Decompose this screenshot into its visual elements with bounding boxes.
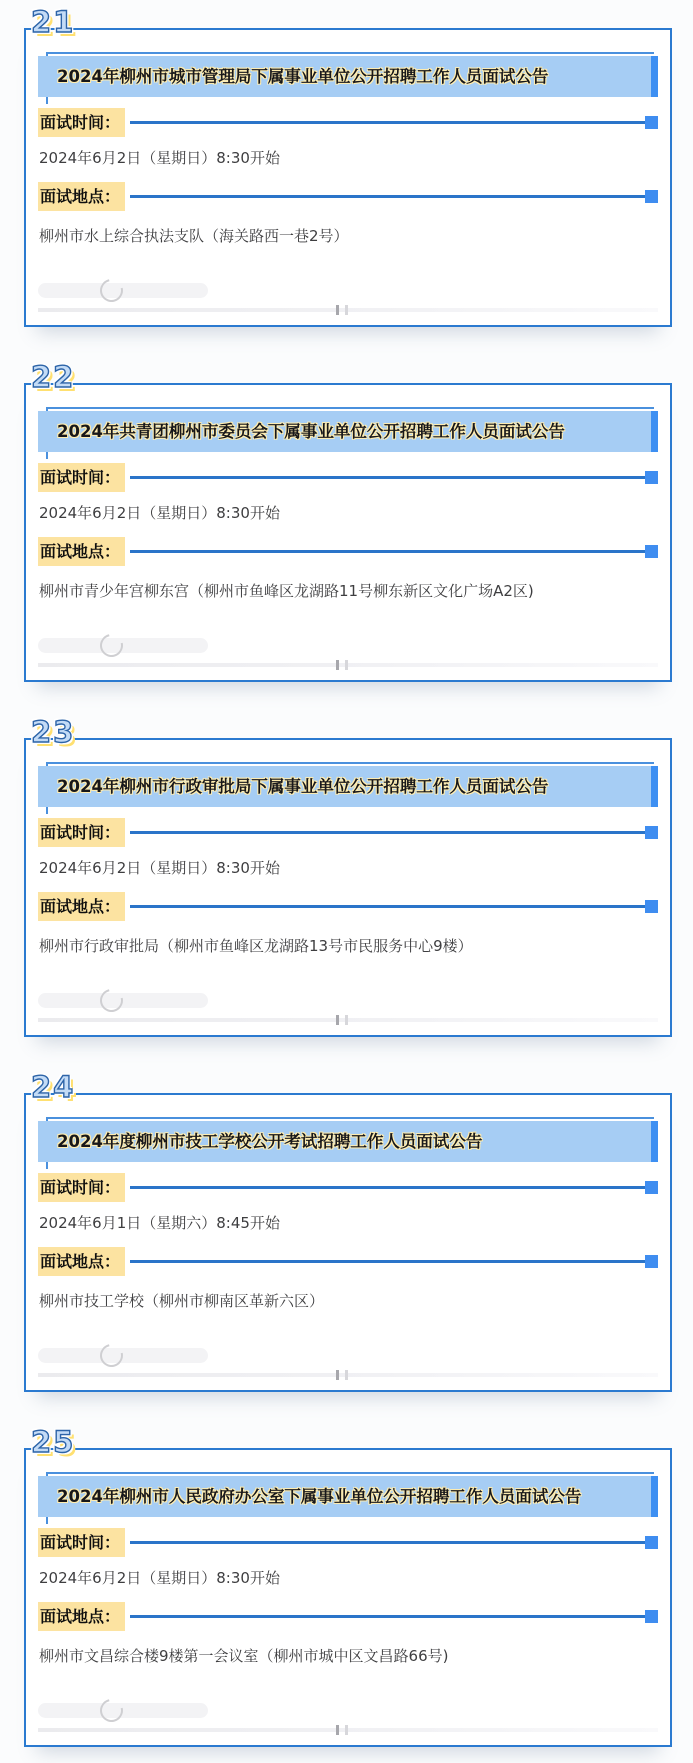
announcement-title: 2024年柳州市行政审批局下属事业单位公开招聘工作人员面试公告 [38,766,658,807]
title-block [38,1121,658,1162]
interview-time-label: 面试时间： [38,818,125,847]
line-end-square [645,1610,658,1623]
interview-location-row [38,1603,658,1629]
progress-bar [38,1373,658,1377]
interview-location-label: 面试地点： [38,1247,125,1276]
interview-location-row [38,1248,658,1274]
progress-handle [336,1370,348,1380]
divider-line [130,831,645,834]
announcement-title: 2024年柳州市人民政府办公室下属事业单位公开招聘工作人员面试公告 [38,1476,658,1517]
card-number-badge: 24 [31,1070,76,1104]
line-end-square [645,1255,658,1268]
loading-spinner-icon [96,275,128,307]
interview-time-row [38,1174,658,1200]
loading-spinner-icon [96,1695,128,1727]
interview-time-row [38,464,658,490]
line-end-square [645,116,658,129]
divider-line [130,905,645,908]
title-block [38,411,658,452]
title-block [38,766,658,807]
announcement-card [24,1425,672,1747]
interview-time-value: 2024年6月2日（星期日）8:30开始 [39,149,280,167]
interview-time-value: 2024年6月2日（星期日）8:30开始 [39,504,280,522]
divider-line [130,476,645,479]
interview-time-value: 2024年6月2日（星期日）8:30开始 [39,859,280,877]
announcement-card [24,715,672,1037]
line-end-square [645,545,658,558]
divider-line [130,1541,645,1544]
interview-time-row [38,1529,658,1555]
line-end-square [645,826,658,839]
progress-bar [38,1018,658,1022]
loading-placeholder [38,1703,208,1718]
progress-handle [336,1725,348,1735]
divider-line [130,1260,645,1263]
interview-location-label: 面试地点： [38,182,125,211]
announcement-card [24,1070,672,1392]
loading-spinner-icon [96,985,128,1017]
progress-handle [336,305,348,315]
interview-location-label: 面试地点： [38,1602,125,1631]
interview-location-value: 柳州市技工学校（柳州市柳南区革新六区） [39,1292,325,1310]
divider-line [130,121,645,124]
announcement-card [24,5,672,327]
line-end-square [645,190,658,203]
interview-time-label: 面试时间： [38,1528,125,1557]
title-block [38,1476,658,1517]
line-end-square [645,900,658,913]
line-end-square [645,1536,658,1549]
card-number-badge: 21 [31,5,76,39]
interview-location-value: 柳州市行政审批局（柳州市鱼峰区龙湖路13号市民服务中心9楼） [39,937,473,955]
title-block [38,56,658,97]
line-end-square [645,1181,658,1194]
progress-bar [38,663,658,667]
announcement-title: 2024年共青团柳州市委员会下属事业单位公开招聘工作人员面试公告 [38,411,658,452]
divider-line [130,1615,645,1618]
announcement-title: 2024年度柳州市技工学校公开考试招聘工作人员面试公告 [38,1121,658,1162]
card-number-badge: 22 [31,360,76,394]
loading-placeholder [38,993,208,1008]
interview-location-value: 柳州市青少年宫柳东宫（柳州市鱼峰区龙湖路11号柳东新区文化广场A2区) [39,582,534,600]
progress-handle [336,660,348,670]
progress-bar [38,308,658,312]
interview-time-label: 面试时间： [38,108,125,137]
loading-spinner-icon [96,1340,128,1372]
progress-handle [336,1015,348,1025]
interview-time-value: 2024年6月2日（星期日）8:30开始 [39,1569,280,1587]
divider-line [130,195,645,198]
interview-location-label: 面试地点： [38,892,125,921]
interview-time-row [38,109,658,135]
announcement-card [24,360,672,682]
card-number-badge: 23 [31,715,76,749]
interview-time-value: 2024年6月1日（星期六）8:45开始 [39,1214,280,1232]
interview-location-label: 面试地点： [38,537,125,566]
interview-time-label: 面试时间： [38,1173,125,1202]
divider-line [130,1186,645,1189]
card-number-badge: 25 [31,1425,76,1459]
interview-location-row [38,893,658,919]
interview-location-value: 柳州市水上综合执法支队（海关路西一巷2号） [39,227,349,245]
loading-spinner-icon [96,630,128,662]
loading-placeholder [38,283,208,298]
interview-location-row [38,538,658,564]
announcement-title: 2024年柳州市城市管理局下属事业单位公开招聘工作人员面试公告 [38,56,658,97]
divider-line [130,550,645,553]
loading-placeholder [38,1348,208,1363]
loading-placeholder [38,638,208,653]
interview-time-label: 面试时间： [38,463,125,492]
interview-location-row [38,183,658,209]
line-end-square [645,471,658,484]
interview-location-value: 柳州市文昌综合楼9楼第一会议室（柳州市城中区文昌路66号) [39,1647,449,1665]
progress-bar [38,1728,658,1732]
interview-time-row [38,819,658,845]
